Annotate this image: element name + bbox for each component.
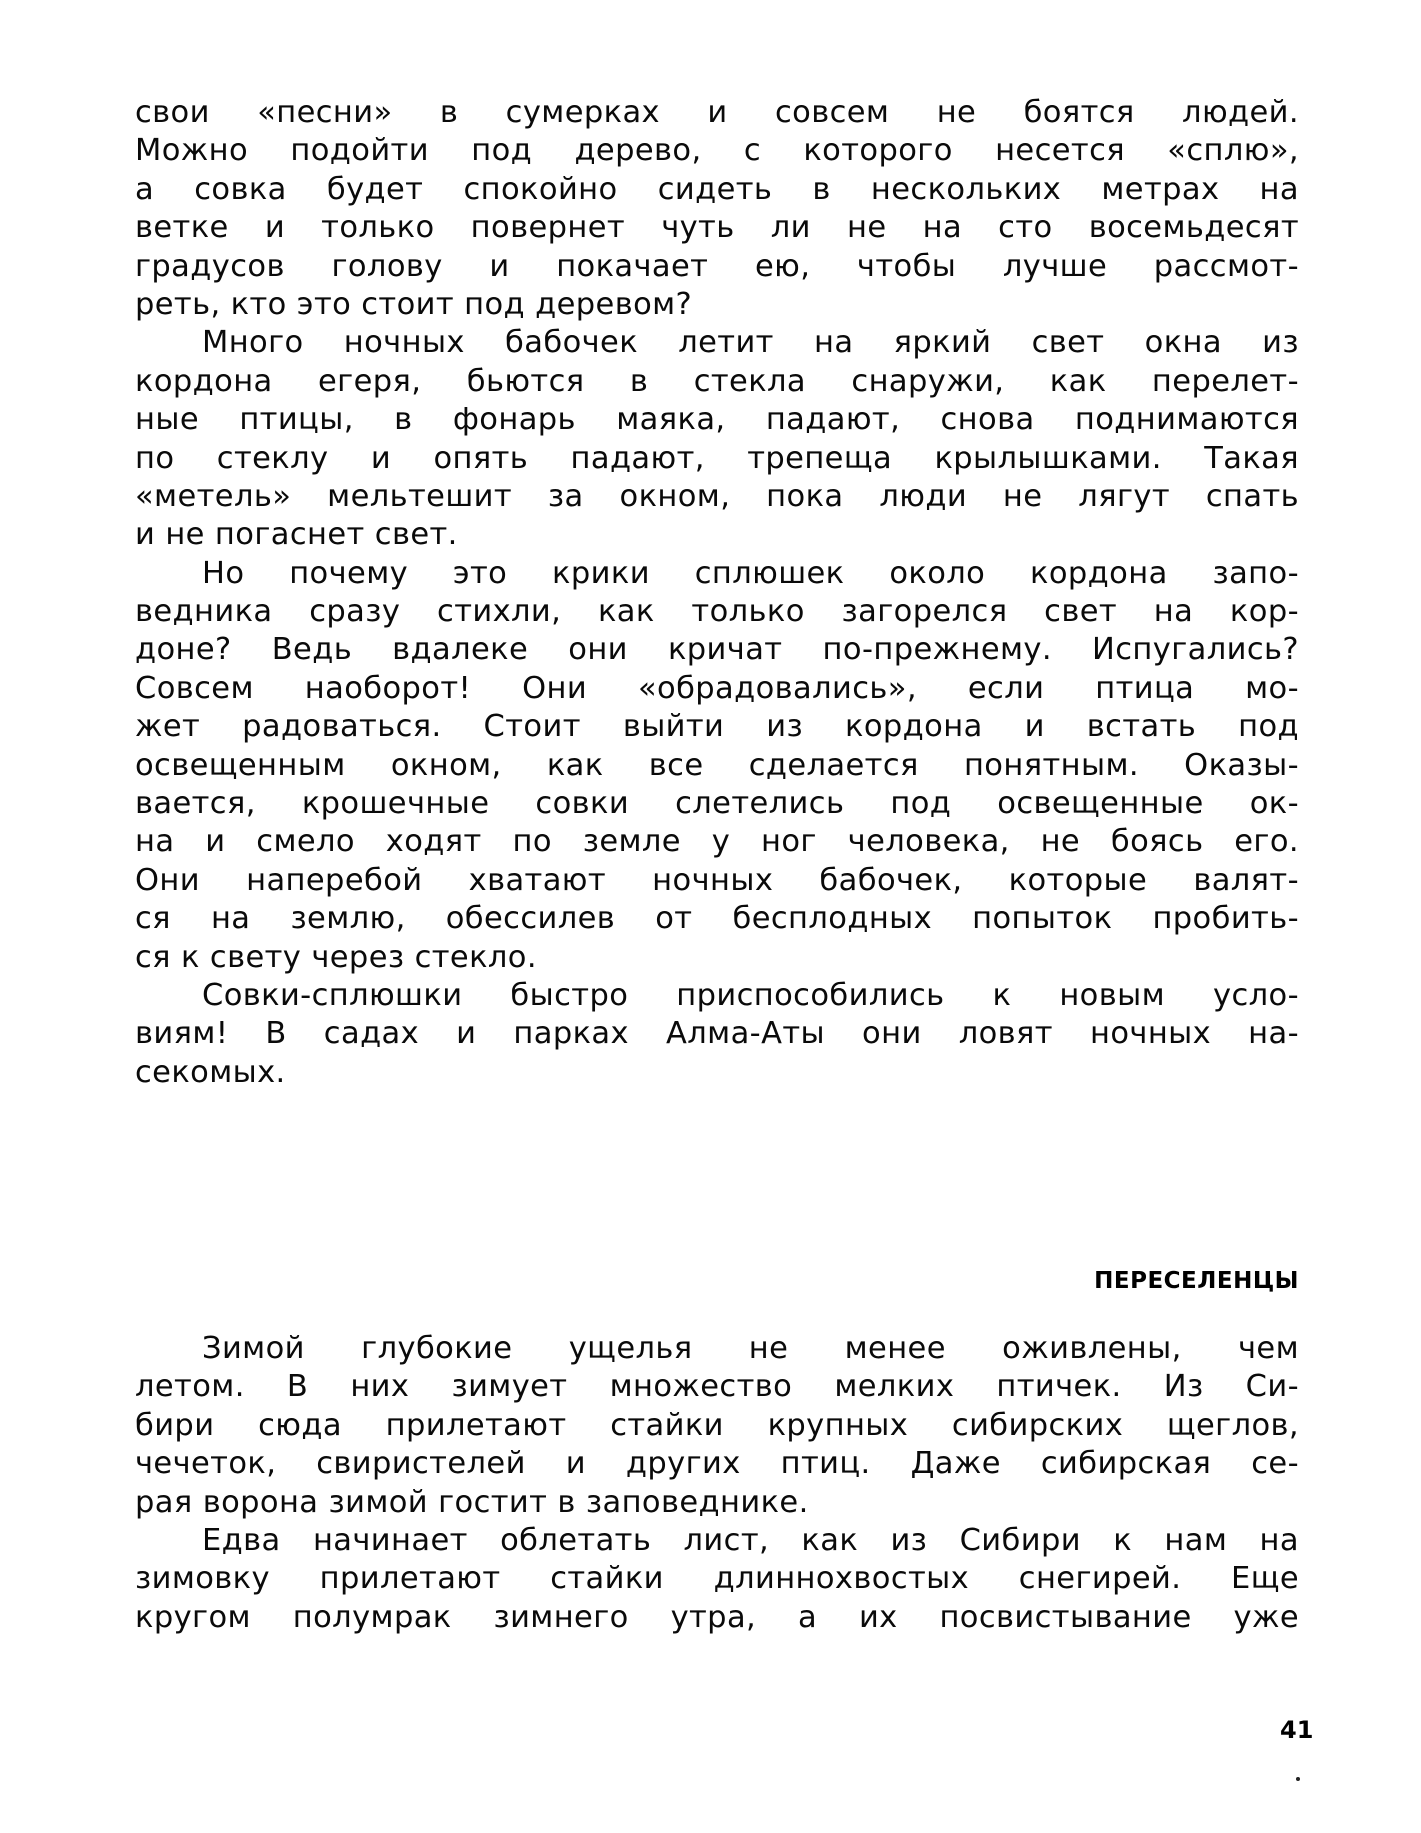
text-line: свои «песни» в сумерках и совсем не боятся людей. [135, 95, 1299, 130]
text-line: кругом полумрак зимнего утра, а их посвистывание уже [135, 1599, 1299, 1635]
text-line: градусов голову и покачает ею, чтобы лучше рассмот- [135, 248, 1299, 284]
text-line: доне? Ведь вдалеке они кричат по-прежнему. Испугались? [135, 632, 1299, 668]
text-line: Совки-сплюшки быстро приспособились к новым усло- [202, 977, 1299, 1013]
text-line: освещенным окном, как все сделается понятным. Оказы- [135, 747, 1299, 783]
text-line: ся на землю, обессилев от бесплодных попыток пробить- [135, 901, 1299, 937]
paragraph [135, 1330, 1299, 1522]
paragraph [135, 555, 1299, 977]
print-speck [1296, 1777, 1300, 1781]
text-line: Можно подойти под дерево, с которого несется «сплю», [135, 133, 1299, 169]
text-section-migrants [135, 1330, 1299, 1637]
text-line: на и смело ходят по земле у ног человека, не боясь его. [135, 824, 1299, 860]
text-line: реть, кто это стоит под деревом? [135, 286, 693, 322]
text-line: ные птицы, в фонарь маяка, падают, снова поднимаются [135, 402, 1299, 438]
text-line: Зимой глубокие ущелья не менее оживлены, чем [202, 1331, 1299, 1366]
text-line: ветке и только повернет чуть ли не на сто восемьдесят [135, 210, 1299, 246]
text-line: по стеклу и опять падают, трепеща крылышками. Такая [135, 440, 1299, 476]
text-line: летом. В них зимует множество мелких птичек. Из Си- [135, 1369, 1299, 1405]
paragraph [135, 94, 1299, 324]
text-line: Много ночных бабочек летит на яркий свет окна из [202, 325, 1299, 361]
page-number: 41 [1280, 1716, 1314, 1744]
text-line: «метель» мельтешит за окном, пока люди не лягут спать [135, 478, 1299, 514]
text-line: ведника сразу стихли, как только загорелся свет на кор- [135, 594, 1299, 630]
paragraph [135, 977, 1299, 1092]
text-line: виям! В садах и парках Алма-Аты они ловят ночных на- [135, 1016, 1299, 1052]
text-line: кордона егеря, бьются в стекла снаружи, как перелет- [135, 363, 1299, 399]
text-line: зимовку прилетают стайки длиннохвостых снегирей. Еще [135, 1561, 1299, 1597]
text-line: вается, крошечные совки слетелись под освещенные ок- [135, 786, 1299, 822]
text-line: рая ворона зимой гостит в заповеднике. [135, 1484, 809, 1520]
text-line: секомых. [135, 1054, 286, 1090]
text-line: ся к свету через стекло. [135, 939, 537, 975]
text-line: жет радоваться. Стоит выйти из кордона и встать под [135, 709, 1299, 745]
text-line: а совка будет спокойно сидеть в нескольких метрах на [135, 171, 1299, 207]
text-section-owls [135, 94, 1299, 1092]
text-line: Но почему это крики сплюшек около кордона запо- [202, 555, 1299, 591]
text-line: Едва начинает облетать лист, как из Сибири к нам на [202, 1522, 1299, 1558]
paragraph [135, 1522, 1299, 1637]
text-line: чечеток, свиристелей и других птиц. Даже сибирская се- [135, 1446, 1299, 1482]
section-heading: ПЕРЕСЕЛЕНЦЫ [1094, 1268, 1299, 1294]
text-line: и не погаснет свет. [135, 517, 458, 553]
paragraph [135, 324, 1299, 554]
text-line: бири сюда прилетают стайки крупных сибирских щеглов, [135, 1407, 1299, 1443]
text-line: Они наперебой хватают ночных бабочек, которые валят- [135, 862, 1299, 898]
text-line: Совсем наоборот! Они «обрадовались», если птица мо- [135, 670, 1299, 706]
